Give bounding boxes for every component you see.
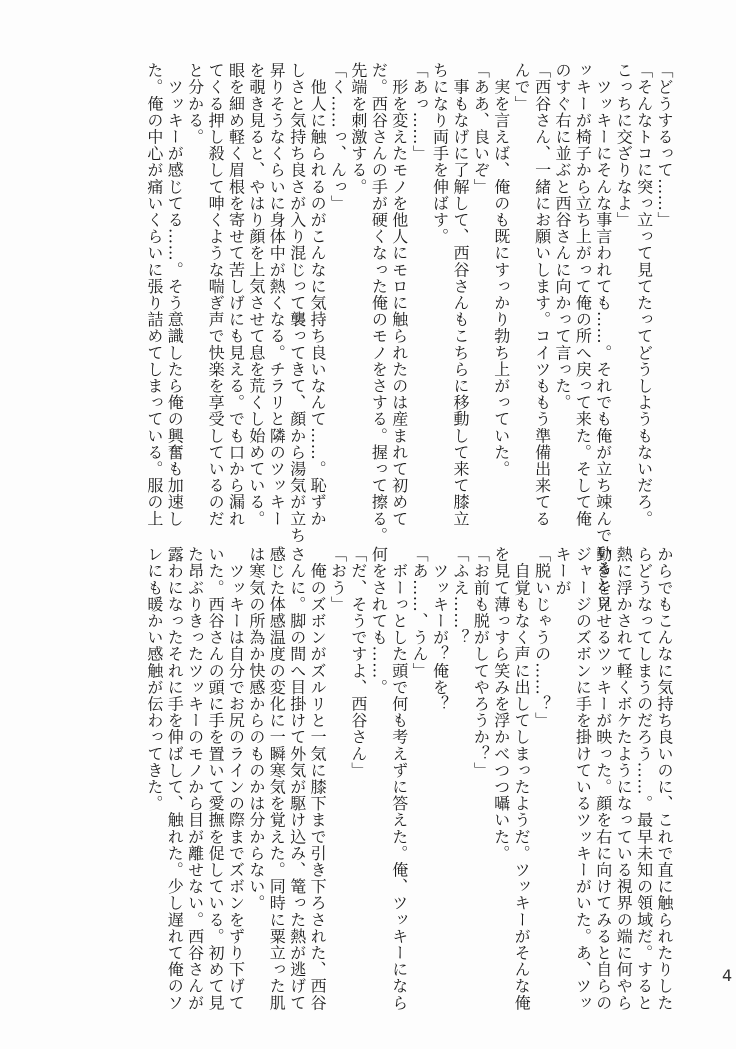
text-line: てくる押し殺して呻くような喘ぎ声で快楽を享受しているのだ — [206, 62, 226, 527]
text-line: 「お前も脱がしてやろうか？」 — [471, 546, 491, 779]
text-line: しさと気持ち良さが入り混じって襲ってきて、顔から湯気が立ち — [287, 62, 307, 544]
text-line: こっちに交ざりなよ」 — [614, 62, 634, 228]
text-line: らどうなってしまうのだろう……。最早未知の領域だ。すると — [634, 546, 654, 1011]
text-line: からでもこんなに気持ち良いのに、これで直に触られたりした — [655, 546, 674, 1011]
text-line: 他人に触られるのがこんなに気持ち良いなんて……。恥ずか — [308, 62, 328, 527]
text-line: さんに。脚の間へ目掛けて外気が駆け込み、篭った熱が逃げて — [287, 546, 307, 1011]
text-line: を見て薄っすら笑みを浮かべつつ囁いた。 — [491, 546, 511, 862]
text-line: 実を言えば、俺のも既にすっかり勃ち上がっていた。 — [491, 62, 511, 477]
text-line: 「脱いじゃうの……？」 — [532, 546, 552, 729]
text-line: だ。西谷さんの手が硬くなった俺のモノをさする。握って擦る。 — [369, 62, 389, 544]
text-line: 「おう」 — [328, 546, 348, 613]
text-line: ッキーが椅子から立ち上がって俺の所へ戻って来た。そして俺 — [573, 62, 593, 527]
text-block-bottom — [68, 546, 674, 1011]
text-line: 「あっ……」 — [410, 62, 430, 162]
text-line: いた。西谷さんの頭に手を置いて愛撫を促している。初めて見 — [206, 546, 226, 1011]
text-line: た昂ぶりきったツッキーのモノから目が離せない。西谷さんが — [185, 546, 205, 1011]
page-number: 4 — [722, 966, 733, 985]
text-line: キーが — [552, 546, 572, 596]
text-line: ツッキーが？俺を？ — [430, 546, 450, 712]
text-line: と分かる。 — [185, 62, 205, 145]
text-line: 「ああ、良いぞ」 — [471, 62, 491, 195]
text-line: 何をされても……。 — [369, 546, 389, 696]
text-line: 「どうするって……」 — [655, 62, 674, 228]
text-line: 「ふえ……？ — [450, 546, 470, 646]
text-line: 感じた体感温度の変化に一瞬寒気を覚えた。同時に粟立った肌 — [267, 546, 287, 1011]
text-line: ツッキーが感じてる……。そう意識したら俺の興奮も加速し — [165, 62, 185, 527]
text-line: 「あ……、うん」 — [410, 546, 430, 679]
text-line: は寒気の所為か快感からのものかは分からない。 — [246, 546, 266, 912]
text-line: 「西谷さん、一緒にお願いします。コイツももう準備出来てる — [532, 62, 552, 527]
text-line: ジャージのズボンに手を掛けているツッキーがいた。あ、ツッ — [573, 546, 593, 1011]
text-line: た。俺の中心が痛いくらいに張り詰めてしまっている。服の上 — [144, 62, 164, 527]
text-line: 先端を刺激する。 — [348, 62, 368, 195]
text-line: を覗き見ると、やはり顔を上気させて息を荒くし始めている。 — [246, 62, 266, 527]
text-line: ツッキーにそんな事言われても……。それでも俺が立ち竦んでいるとツ — [593, 62, 613, 610]
text-line: んで」 — [512, 62, 532, 112]
text-line: 「そんなトコに突っ立って見てたってどうしようもないだろ。 — [634, 62, 654, 527]
text-line: のすぐ右に並ぶと西谷さんに向かって言った。 — [552, 62, 572, 411]
text-line: ちになり両手を伸ばす。 — [430, 62, 450, 245]
text-line: ツッキーは自分でお尻のラインの際までズボンをずり下げて — [226, 546, 246, 1011]
text-line: 昇りそうなくらいに身体中が熱くなる。チラリと隣のツッキー — [267, 62, 287, 527]
text-line: 「だ、そうですよ、西谷さん」 — [348, 546, 368, 779]
text-line: 形を変えたモノを他人にモロに触られたのは産まれて初めて — [389, 62, 409, 527]
text-line: 「く……っ、んっ」 — [328, 62, 348, 212]
text-line: 動きを見せるツッキーが映った。顔を右に向けてみると自らの — [593, 546, 613, 1011]
text-line: ボーっとした頭で何も考えずに答えた。俺、ツッキーになら — [389, 546, 409, 1011]
text-line: 事もなげに了解して、西谷さんもこちらに移動して来て膝立 — [450, 62, 470, 527]
text-line: 自覚もなく声に出してしまったようだ。ツッキーがそんな俺 — [512, 546, 532, 1011]
text-line: 眼を細め軽く眉根を寄せて苦しげにも見える。でも口から漏れ — [226, 62, 246, 527]
text-line: 俺のズボンがズルリと一気に膝下まで引き下ろされた、西谷 — [308, 546, 328, 1011]
text-line: 熱に浮かされて軽くボケたようになっている視界の端に何やら — [614, 546, 634, 1011]
text-line: レにも暖かい感触が伝わってきた。 — [144, 546, 164, 812]
text-line: 露わになったそれに手を伸ばして、触れた。少し遅れて俺のソ — [165, 546, 185, 1011]
